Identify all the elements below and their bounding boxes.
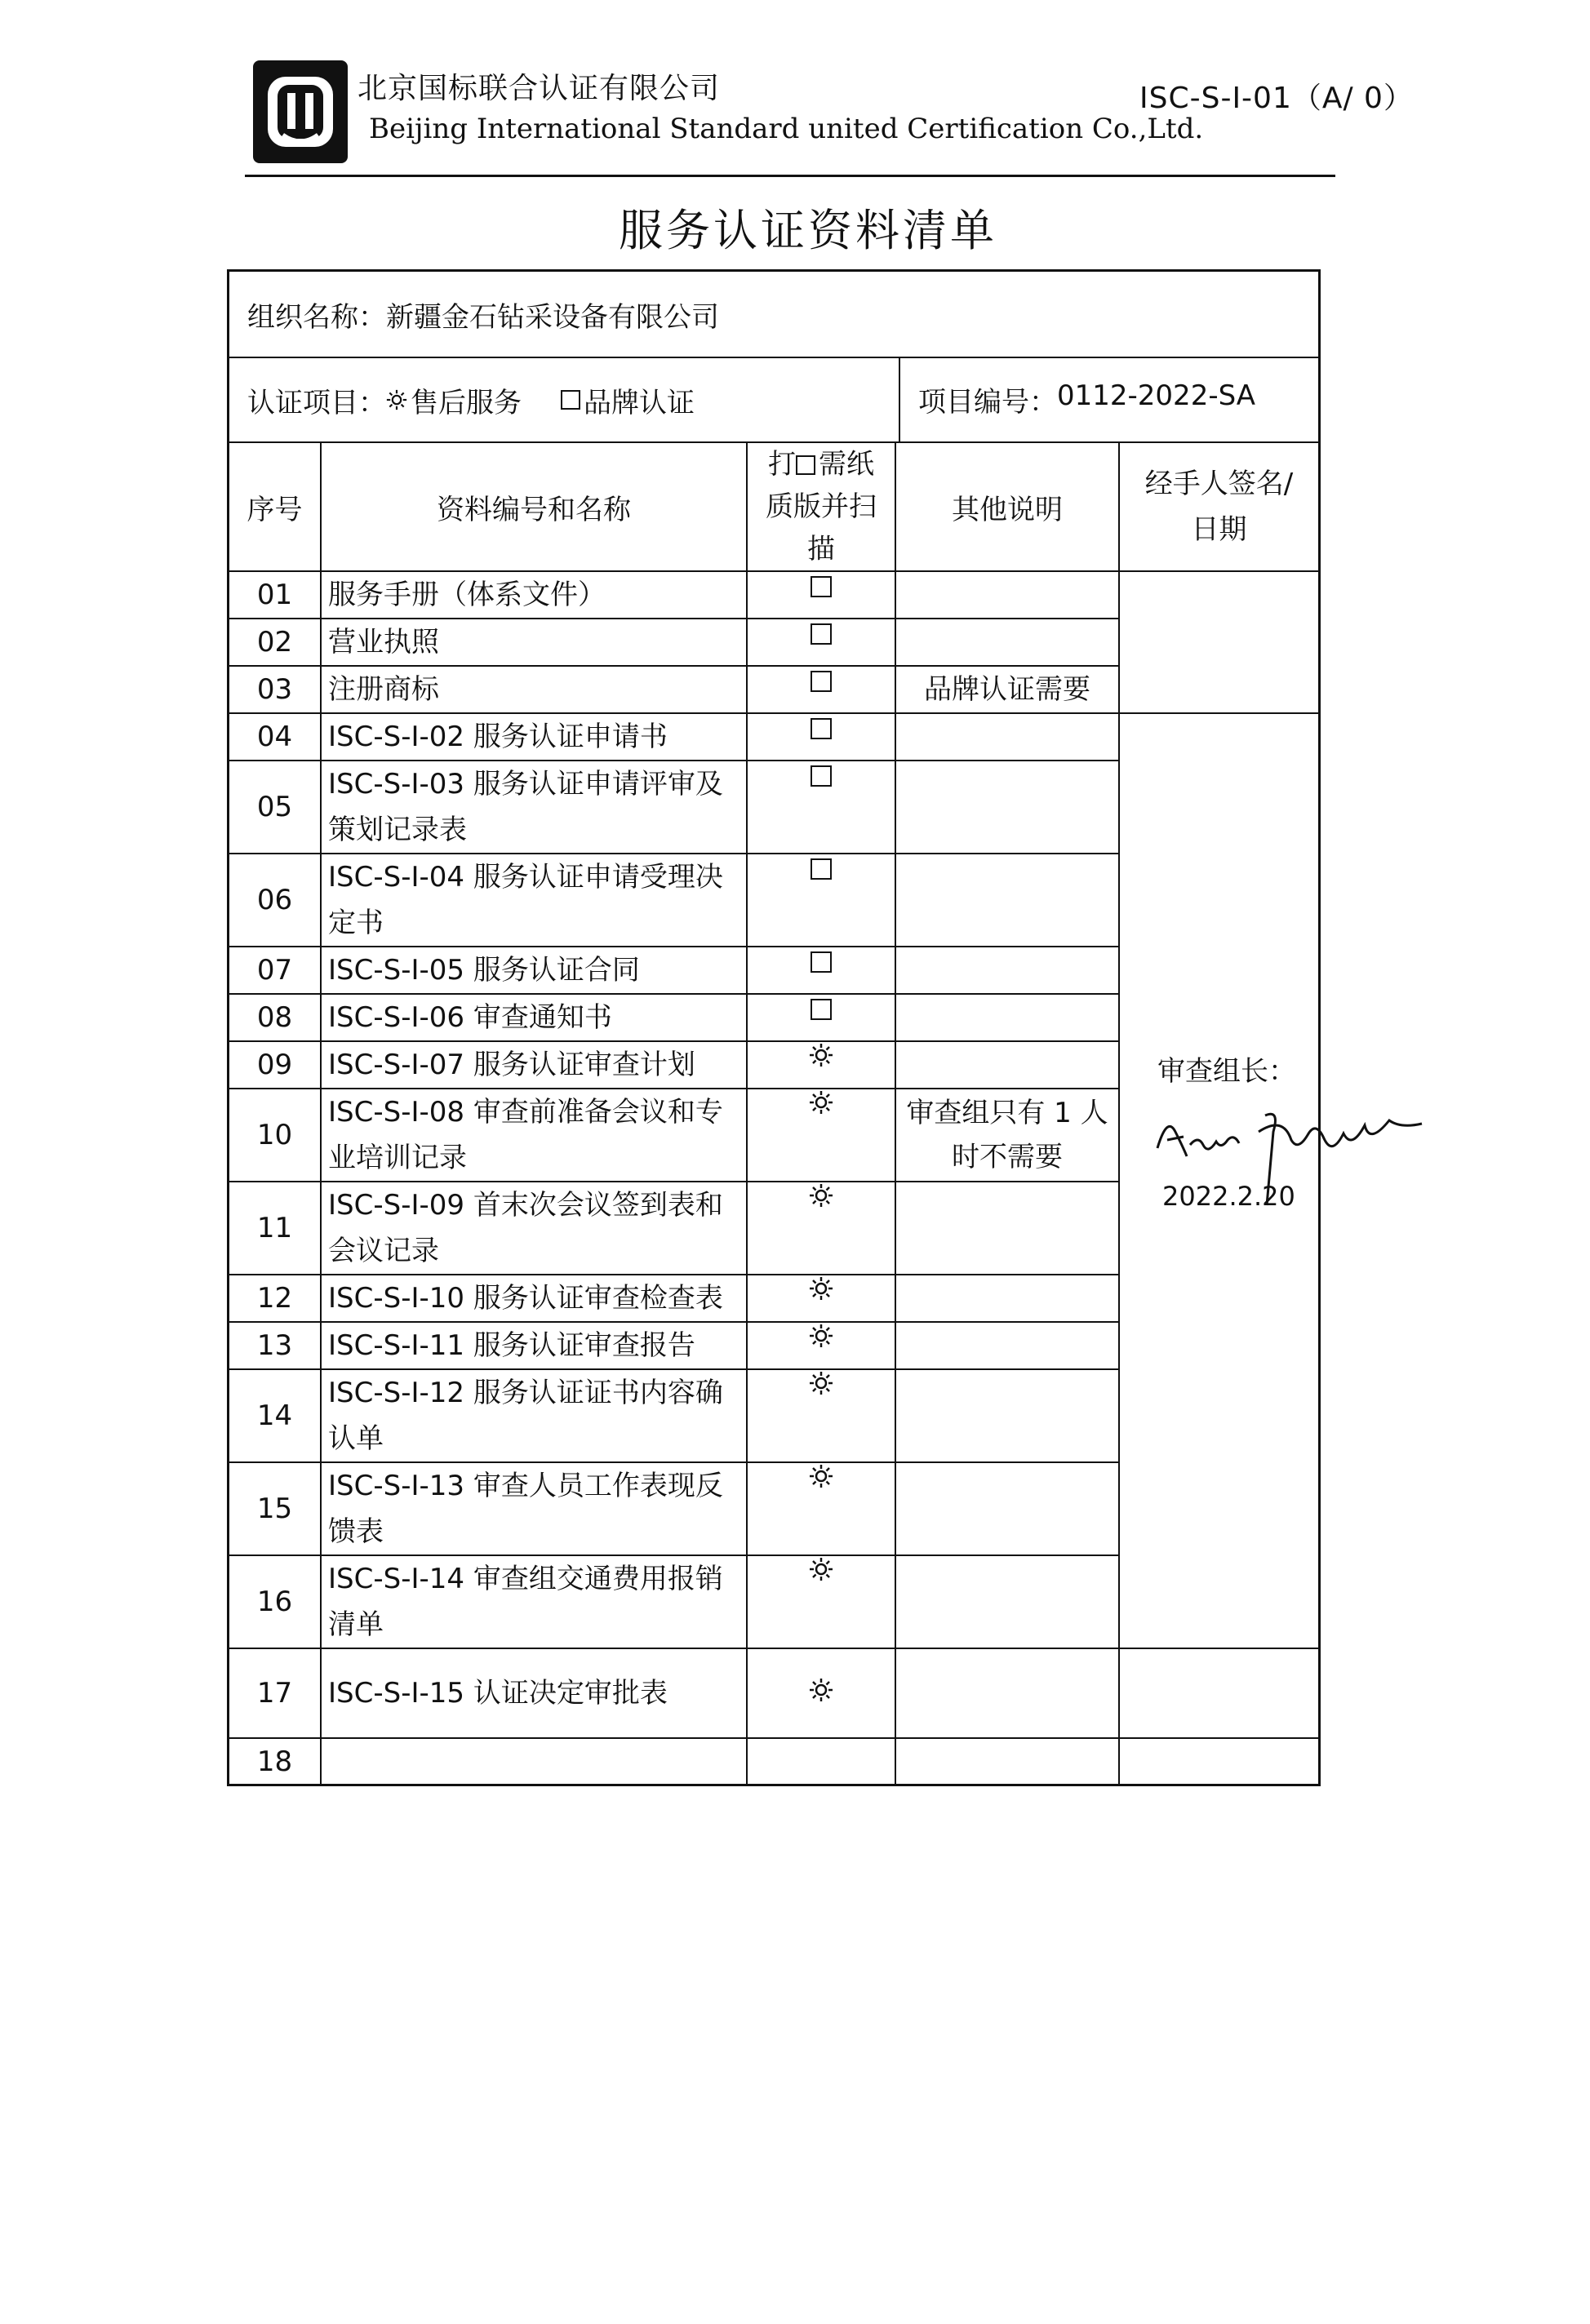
col-header-notes: 其他说明 [895,443,1119,571]
document-name: ISC-S-I-08 审查前准备会议和专业培训记录 [321,1089,747,1182]
other-notes [895,1369,1119,1462]
other-notes [895,1555,1119,1648]
empty-box-icon [561,390,580,410]
row-number: 08 [229,994,321,1041]
sun-mark-icon [809,1276,833,1301]
row-number: 12 [229,1275,321,1322]
table-row [229,1738,1318,1784]
row-number: 06 [229,854,321,947]
signer-cell [1119,571,1318,713]
project-number-field [900,358,1318,441]
sun-mark-icon [809,1043,833,1067]
row-number: 17 [229,1648,321,1738]
other-notes [895,1182,1119,1275]
other-notes [895,1275,1119,1322]
option-after-sales: 售后服务 [411,386,522,419]
table-row [229,1648,1318,1738]
col-header-requirement: 打 需纸 质版并扫描 [747,443,895,571]
row-number: 15 [229,1462,321,1555]
empty-checkbox-icon [811,671,832,692]
table-row [229,713,1318,761]
table-header-row [229,443,1318,571]
paper-scan-mark [747,1322,895,1369]
organization-value: 新疆金石钻采设备有限公司 [386,300,719,334]
document-name: 服务手册（体系文件） [321,571,747,619]
paper-scan-mark [747,571,895,619]
empty-checkbox-icon [811,623,832,645]
organization-field [229,272,719,357]
document-name: ISC-S-I-07 服务认证审查计划 [321,1041,747,1089]
other-notes [895,619,1119,666]
empty-checkbox-icon [811,951,832,973]
row-number: 04 [229,713,321,761]
other-notes [895,1462,1119,1555]
empty-box-icon [796,455,815,475]
certification-label: 认证项目： [247,386,386,419]
sun-mark-icon [386,389,407,410]
document-name: ISC-S-I-13 审查人员工作表现反馈表 [321,1462,747,1555]
paper-scan-mark [747,947,895,994]
paper-scan-mark [747,713,895,761]
sun-mark-icon [809,1557,833,1581]
signature-cell [1119,713,1318,1648]
row-number: 13 [229,1322,321,1369]
other-notes [895,1738,1119,1784]
paper-scan-mark [747,1182,895,1275]
paper-scan-mark [747,1041,895,1089]
other-notes [895,1648,1119,1738]
paper-scan-mark [747,1369,895,1462]
document-name: ISC-S-I-06 审查通知书 [321,994,747,1041]
paper-scan-mark [747,1648,895,1738]
signature-date: 2022.2.20 [1162,1181,1295,1212]
document-name: ISC-S-I-15 认证决定审批表 [321,1648,747,1738]
document-name: ISC-S-I-09 首末次会议签到表和会议记录 [321,1182,747,1275]
document-name: ISC-S-I-04 服务认证申请受理决定书 [321,854,747,947]
certification-items [229,358,900,441]
signer-cell [1119,1738,1318,1784]
empty-checkbox-icon [811,765,832,787]
row-number: 14 [229,1369,321,1462]
other-notes: 品牌认证需要 [895,666,1119,713]
paper-scan-mark [747,1462,895,1555]
sun-mark-icon [809,1464,833,1488]
row-number: 09 [229,1041,321,1089]
paper-scan-mark [747,1738,895,1784]
paper-scan-mark [747,1275,895,1322]
row-number: 16 [229,1555,321,1648]
col-header-no: 序号 [229,443,321,571]
other-notes [895,1041,1119,1089]
signer-cell [1119,1648,1318,1738]
paper-scan-mark [747,761,895,854]
project-number-label: 项目编号： [918,386,1057,419]
other-notes [895,994,1119,1041]
documents-table [229,443,1318,1784]
empty-checkbox-icon [811,576,832,597]
organization-label: 组织名称： [247,300,386,334]
document-name: ISC-S-I-12 服务认证证书内容确认单 [321,1369,747,1462]
document-name: ISC-S-I-10 服务认证审查检查表 [321,1275,747,1322]
sun-mark-icon [809,1324,833,1348]
other-notes [895,761,1119,854]
header-divider [245,175,1335,177]
document-name: ISC-S-I-11 服务认证审查报告 [321,1322,747,1369]
col-header-name: 资料编号和名称 [321,443,747,571]
other-notes [895,1322,1119,1369]
company-logo-icon [250,57,351,166]
other-notes [895,854,1119,947]
sun-mark-icon [809,1183,833,1208]
row-number: 07 [229,947,321,994]
document-name: ISC-S-I-02 服务认证申请书 [321,713,747,761]
document-name: ISC-S-I-05 服务认证合同 [321,947,747,994]
checklist-form [227,269,1321,1786]
organization-row [229,272,1318,358]
signature-area [1126,714,1312,1617]
paper-scan-mark [747,666,895,713]
other-notes: 审查组只有 1 人时不需要 [895,1089,1119,1182]
project-number-value: 0112-2022-SA [1057,379,1256,412]
empty-checkbox-icon [811,718,832,739]
paper-scan-mark [747,854,895,947]
certification-row [229,358,1318,443]
row-number: 11 [229,1182,321,1275]
document-code: ISC-S-I-01（A/ 0） [1139,82,1414,115]
other-notes [895,947,1119,994]
empty-checkbox-icon [811,999,832,1020]
row-number: 10 [229,1089,321,1182]
row-number: 05 [229,761,321,854]
form-title: 服务认证资料清单 [619,205,997,256]
row-number: 02 [229,619,321,666]
document-name: ISC-S-I-14 审查组交通费用报销清单 [321,1555,747,1648]
row-number: 03 [229,666,321,713]
option-brand: 品牌认证 [584,386,695,419]
col-header-signer: 经手人签名/ 日期 [1119,443,1318,571]
reviewer-label: 审查组长： [1157,1055,1296,1088]
paper-scan-mark [747,1089,895,1182]
sun-mark-icon [809,1678,833,1702]
row-number: 18 [229,1738,321,1784]
document-name: 营业执照 [321,619,747,666]
company-name-en: Beijing International Standard united Certification Co.,Ltd. [369,113,1204,145]
empty-checkbox-icon [811,858,832,880]
other-notes [895,571,1119,619]
document-name: 注册商标 [321,666,747,713]
paper-scan-mark [747,1555,895,1648]
row-number: 01 [229,571,321,619]
paper-scan-mark [747,619,895,666]
document-name [321,1738,747,1784]
other-notes [895,713,1119,761]
document-name: ISC-S-I-03 服务认证申请评审及策划记录表 [321,761,747,854]
paper-scan-mark [747,994,895,1041]
table-row [229,571,1318,619]
sun-mark-icon [809,1090,833,1115]
sun-mark-icon [809,1371,833,1395]
company-name-cn: 北京国标联合认证有限公司 [358,72,721,105]
